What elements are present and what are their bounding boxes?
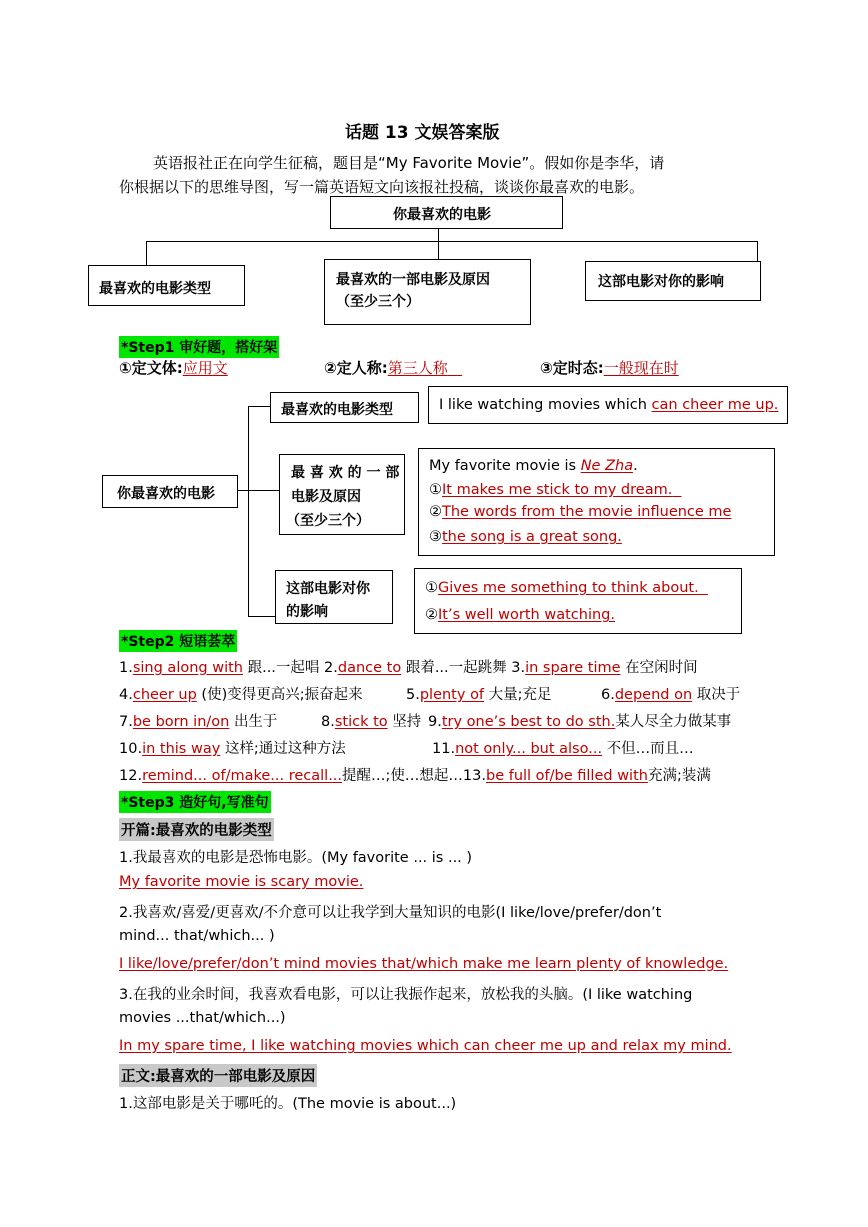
influence-item [425,580,708,596]
question: 1.我最喜欢的电影是恐怖电影。(My favorite ... is ... ) [119,850,473,866]
phrase-answer: cheer up [132,687,197,703]
step1-item-key: ③定时态: [540,359,604,377]
mindmap2-branch-3-label: 这部电影对你 [286,581,370,597]
reason-item [429,529,622,545]
phrase-item [324,660,507,676]
phrase-item [119,687,363,703]
phrase-number: 4. [119,687,133,703]
phrase-item [432,737,694,758]
phrase-meaning: 在空闲时间 [625,660,698,676]
section-heading: 正文:最喜欢的一部电影及原因 [119,1064,317,1087]
phrase-row [119,737,346,758]
step1-item-1 [119,357,228,378]
sentence-answer: can cheer me up. [651,397,779,413]
question: mind... that/which... ) [119,928,275,944]
connector [146,241,758,242]
favorite-movie-line: My favorite movie is Ne Zha. [429,458,638,474]
phrase-answer: dance to [337,660,402,676]
phrase-meaning: 出生于 [233,714,278,730]
reason-number: ② [429,504,442,520]
mindmap1-branch-2 [324,259,531,325]
phrase-item [428,710,731,731]
phrase-item [321,710,421,731]
question: 2.我喜欢/喜爱/更喜欢/不介意可以让我学到大量知识的电影(I like/love/prefer/don’t [119,905,662,921]
influence-text: It’s well worth watching. [438,607,615,623]
phrase-number: 13. [462,768,486,784]
mindmap2-root [102,475,238,508]
favorite-movie-name: Ne Zha [580,458,634,474]
connector [146,241,147,265]
favorite-movie-intro: My favorite movie is [429,458,581,474]
mindmap1-branch-3-label: 这部电影对你的影响 [598,274,724,290]
mindmap1-branch-2-label: 最喜欢的一部电影及原因 [336,272,490,288]
phrase-answer: remind... of/make... recall... [142,768,343,784]
phrase-number: 3. [511,660,526,676]
phrase-answer: stick to [334,714,388,730]
phrase-meaning: 坚持 [392,714,422,730]
influence-number: ① [425,580,438,596]
phrase-number: 2. [324,660,338,676]
phrase-meaning: (使)变得更高兴;振奋起来 [201,687,363,703]
mindmap2-branch-1-content [428,386,788,424]
step1-label: *Step1 审好题，搭好架 [119,336,279,358]
phrase-meaning: 某人尽全力做某事 [615,714,732,730]
reason-item [429,482,682,498]
phrase-number: 5. [406,687,420,703]
step1-item-value: 应用文 [182,359,228,377]
phrase-answer: in spare time [525,660,621,676]
phrase-number: 10. [119,741,143,757]
mindmap2-branch-3 [275,570,393,624]
phrase-row [119,656,698,677]
phrase-answer: sing along with [132,660,243,676]
phrase-item [119,660,319,676]
step1-item-3 [540,357,679,378]
phrase-number: 6. [601,687,615,703]
phrase-item [511,660,697,676]
step1-item-key: ②定人称: [324,359,388,377]
mindmap2-branch-3-label: 的影响 [286,604,328,620]
mindmap2-branch-3-content [414,568,742,634]
phrase-meaning: 不但…而且… [606,741,694,757]
phrase-number: 1. [119,660,133,676]
step2-label: *Step2 短语荟萃 [119,630,237,652]
mindmap2-branch-1 [270,392,419,423]
phrase-item [119,741,346,757]
influence-text: Gives me something to think about. [438,580,699,596]
phrase-meaning: 充满;装满 [647,768,711,784]
phrase-answer: be full of/be filled with [485,768,648,784]
mindmap1-root-label: 你最喜欢的电影 [393,207,491,223]
phrase-number: 11. [432,741,456,757]
phrase-answer: be born in/on [132,714,230,730]
connector [237,490,279,491]
phrase-number: 12. [119,768,143,784]
answer: My favorite movie is scary movie. [119,874,364,890]
mindmap1-branch-3 [585,261,761,301]
mindmap2-branch-2-sublabel: （至少三个） [286,513,370,529]
step1-item-value: 一般现在时 [603,359,679,377]
question: movies ...that/which...) [119,1010,286,1026]
phrase-answer: in this way [142,741,221,757]
section-heading: 开篇:最喜欢的电影类型 [119,818,274,841]
phrase-answer: try one’s best to do sth. [441,714,616,730]
mindmap2-branch-1-sentence [439,397,778,413]
phrase-meaning: 这样;通过这种方法 [224,741,346,757]
step3-label: *Step3 造好句,写准句 [119,791,271,813]
page-title: 话题 13 文娱答案版 [345,123,500,143]
phrase-row [119,683,363,704]
reason-number: ③ [429,529,442,545]
reason-text: The words from the movie influence me [442,504,732,520]
phrase-meaning: 大量;充足 [488,687,552,703]
phrase-item [119,768,463,784]
connector [438,229,439,241]
connector [248,406,249,617]
phrase-row [119,764,711,785]
reason-item [429,504,731,520]
sentence-text: I like watching movies which [439,397,647,413]
reason-text: It makes me stick to my dream. [442,482,673,498]
answer: In my spare time, I like watching movies which can cheer me up and relax my mind. [119,1038,732,1054]
mindmap2-branch-2-label: 电影及原因 [291,489,361,505]
phrase-answer: depend on [614,687,693,703]
phrase-number: 8. [321,714,335,730]
intro-line-1: 英语报社正在向学生征稿，题目是“My Favorite Movie”。假如你是李华，请 [153,154,665,172]
connector [438,241,439,259]
phrase-meaning: 取决于 [696,687,741,703]
phrase-number: 7. [119,714,133,730]
connector [248,406,270,407]
reason-number: ① [429,482,442,498]
step1-item-2 [324,357,462,378]
phrase-number: 9. [428,714,442,730]
phrase-item [406,683,552,704]
question: 1.这部电影是关于哪吒的。(The movie is about...) [119,1096,457,1112]
mindmap2-root-label: 你最喜欢的电影 [117,486,215,502]
mindmap2-branch-1-label: 最喜欢的电影类型 [281,402,393,418]
question: 3.在我的业余时间，我喜欢看电影，可以让我振作起来，放松我的头脑。(I like watching [119,987,693,1003]
influence-number: ② [425,607,438,623]
connector [248,616,275,617]
connector [757,241,758,261]
mindmap1-branch-1-label: 最喜欢的电影类型 [99,281,211,297]
phrase-item [601,683,740,704]
phrase-answer: plenty of [419,687,485,703]
mindmap2-branch-2-label: 最 喜 欢 的 一 部 [291,465,400,481]
mindmap2-branch-2 [279,454,405,535]
answer: I like/love/prefer/don’t mind movies that/which make me learn plenty of knowledge. [119,956,729,972]
phrase-item [119,714,277,730]
phrase-answer: not only... but also... [455,741,603,757]
mindmap1-root [330,196,563,229]
mindmap1-branch-2-sublabel: （至少三个） [336,294,420,310]
step1-item-value: 第三人称 [387,359,448,377]
phrase-row [119,710,277,731]
mindmap1-branch-1 [88,265,245,306]
intro-line-2: 你根据以下的思维导图，写一篇英语短文向该报社投稿，谈谈你最喜欢的电影。 [119,178,645,196]
phrase-meaning: 提醒…;使…想起… [342,768,463,784]
influence-item [425,607,615,623]
phrase-meaning: 跟...一起唱 [247,660,320,676]
mindmap2-branch-2-content [418,448,775,556]
step1-item-key: ①定文体: [119,359,183,377]
reason-text: the song is a great song. [442,529,622,545]
phrase-item [463,768,711,784]
phrase-meaning: 跟着...一起跳舞 [405,660,507,676]
